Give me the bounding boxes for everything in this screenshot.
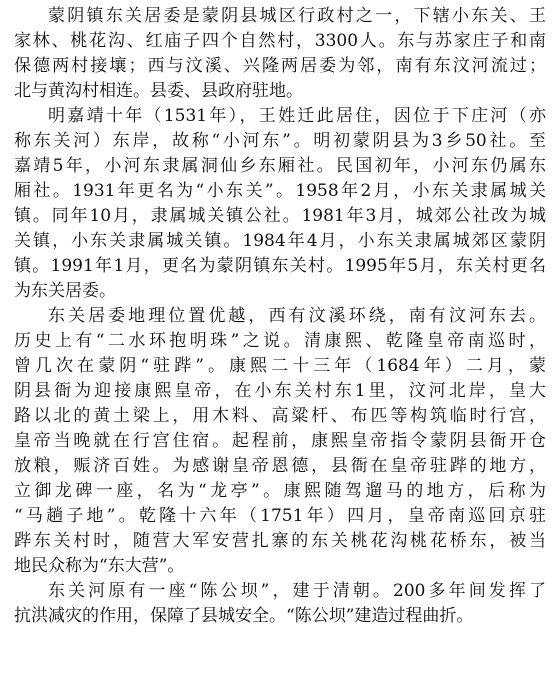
text-line: 保德两村接壤；西与汶溪、兴隆两居委为邻，南有东汶河流过； [14,56,546,76]
text-line: 抗洪减灾的作用，保障了县城安全。“陈公坝”建造过程曲折。 [14,606,474,626]
text-line: 地民众称为“东大营”。 [14,556,185,576]
paragraph-3 [14,304,546,579]
paragraph-4 [14,579,546,629]
text-line: 北与黄沟村相连。县委、县政府驻地。 [14,81,303,101]
text-line: “马趟子地”。乾隆十六年（1751年）四月，皇帝南巡回京驻 [14,506,546,526]
text-line: 路以北的黄土梁上，用木料、高粱杆、布匹等构筑临时行宫， [14,406,546,426]
paragraph-1 [14,4,546,104]
text-line: 皇帝当晚就在行宫住宿。起程前，康熙皇帝指令蒙阴县衙开仓 [14,431,546,451]
text-line: 历史上有“二水环抱明珠”之说。清康熙、乾隆皇帝南巡时， [14,331,546,351]
text-line: 为东关居委。 [14,281,116,301]
text-line: 明嘉靖十年（1531年），王姓迁此居住，因位于下庄河（亦 [48,106,546,126]
paragraph-2 [14,104,546,304]
text-line: 镇。1991年1月，更名为蒙阴镇东关村。1995年5月，东关村更名 [14,256,546,276]
text-line: 东关居委地理位置优越，西有汶溪环绕，南有汶河东去。 [48,306,546,326]
text-line: 放粮，赈济百姓。为感谢皇帝恩德，县衙在皇帝驻跸的地方， [14,456,546,476]
text-line: 家林、桃花沟、红庙子四个自然村，3300人。东与苏家庄子和南 [14,31,546,51]
text-line: 镇。同年10月，隶属城关镇公社。1981年3月，城郊公社改为城 [14,206,546,226]
text-line: 跸东关村时，随营大军安营扎寨的东关桃花沟桃花桥东，被当 [14,531,546,551]
text-line: 蒙阴镇东关居委是蒙阴县城区行政村之一，下辖小东关、王 [48,6,546,26]
text-line: 厢社。1931年更名为“小东关”。1958年2月，小东关隶属城关 [14,181,546,201]
text-line: 称东关河）东岸，故称“小河东”。明初蒙阴县为3乡50社。至 [14,131,546,151]
text-line: 阴县衙为迎接康熙皇帝，在小东关村东1里，汶河北岸，皇大 [14,381,546,401]
text-line: 曾几次在蒙阴“驻跸”。康熙二十三年（1684年）二月，蒙 [14,356,546,376]
text-line: 立御龙碑一座，名为“龙亭”。康熙随驾遛马的地方，后称为 [14,481,546,501]
text-line: 嘉靖5年，小河东隶属洞仙乡东厢社。民国初年，小河东仍属东 [14,156,546,176]
text-line: 东关河原有一座“陈公坝”，建于清朝。200多年间发挥了 [48,581,546,601]
text-line: 关镇，小东关隶属城关镇。1984年4月，小东关隶属城郊区蒙阴 [14,231,546,251]
